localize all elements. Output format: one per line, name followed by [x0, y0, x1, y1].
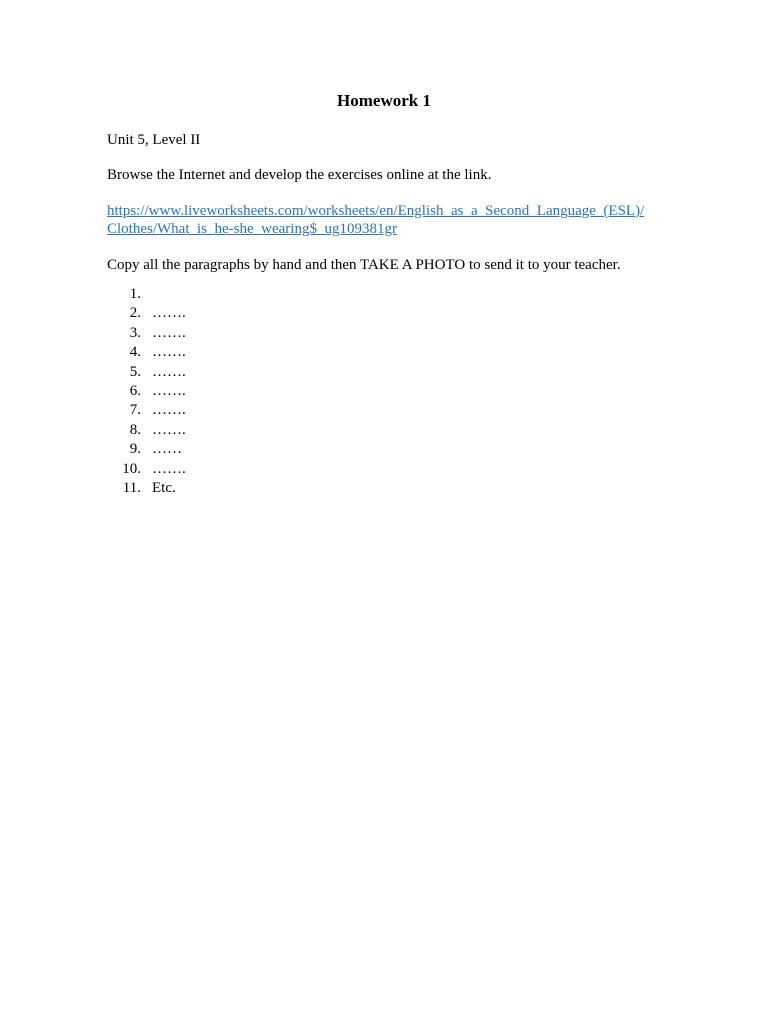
- list-item-text: …….: [152, 363, 186, 380]
- list-item-text: …….: [152, 324, 186, 341]
- list-item-number: 10.: [122, 460, 141, 477]
- list-item-number: 2.: [129, 305, 141, 322]
- list-item-number: 3.: [129, 324, 141, 341]
- list-item-number: 4.: [129, 344, 141, 361]
- list-item-text: ……: [152, 441, 182, 458]
- worksheet-link-line-1[interactable]: https://www.liveworksheets.com/worksheets/en/English_as_a_Second_Language_(ESL)/: [107, 203, 645, 219]
- list-item-text: …….: [152, 305, 186, 322]
- document-title: Homework 1: [337, 91, 431, 110]
- list-item-number: 6.: [129, 382, 141, 399]
- worksheet-link-block[interactable]: [107, 202, 644, 238]
- list-item-text: …….: [152, 402, 186, 419]
- list-item-number: 11.: [122, 479, 141, 496]
- list-item-text: …….: [152, 460, 186, 477]
- list-item-text: …….: [152, 344, 186, 361]
- worksheet-link-line-2[interactable]: Clothes/What_is_he-she_wearing$_ug109381gr: [107, 221, 397, 237]
- list-item-number: 1.: [129, 286, 141, 302]
- list-item-number: 7.: [129, 402, 141, 419]
- unit-level-text: Unit 5, Level II: [107, 132, 201, 148]
- instruction-text: Browse the Internet and develop the exercises online at the link.: [107, 167, 492, 183]
- list-item-number: 9.: [129, 441, 141, 458]
- list-item-text: Etc.: [152, 479, 176, 496]
- list-item-text: …….: [152, 382, 186, 399]
- list-item-number: 8.: [129, 421, 141, 438]
- copy-instruction-text: Copy all the paragraphs by hand and then TAKE A PHOTO to send it to your teacher.: [107, 257, 621, 273]
- list-item-number: 5.: [129, 363, 141, 380]
- list-item-text: …….: [152, 421, 186, 438]
